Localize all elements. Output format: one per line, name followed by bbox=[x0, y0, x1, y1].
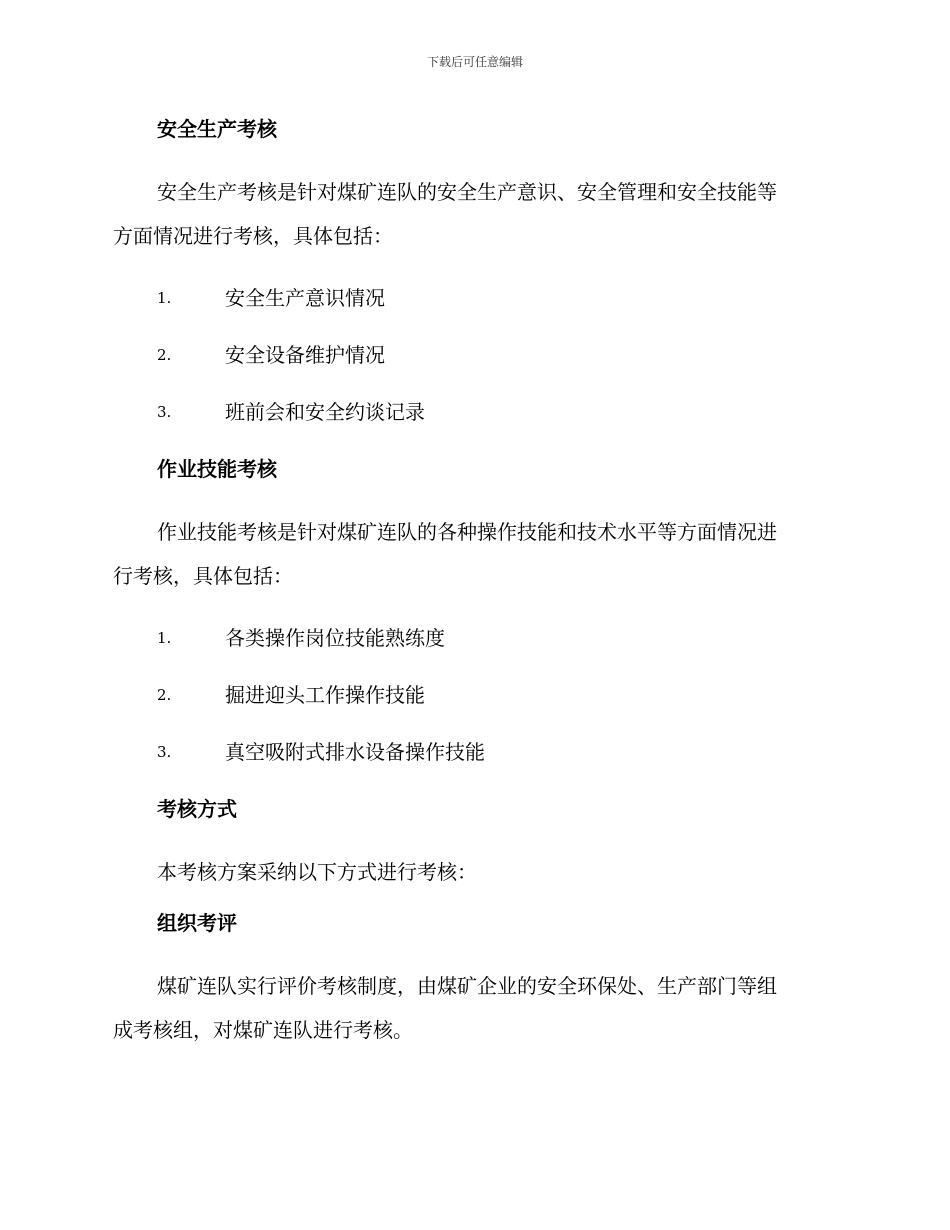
list-item bbox=[113, 678, 835, 712]
list-item bbox=[113, 281, 835, 315]
paragraph-line: 方面情况进行考核，具体包括： bbox=[113, 224, 393, 248]
paragraph-line: 成考核组，对煤矿连队进行考核。 bbox=[113, 1018, 413, 1042]
paragraph-line: 作业技能考核是针对煤矿连队的各种操作技能和技术水平等方面情况进 bbox=[157, 520, 777, 544]
section-heading-safety: 安全生产考核 bbox=[157, 117, 277, 141]
section-intro-skills bbox=[113, 510, 835, 598]
paragraph-line: 行考核，具体包括： bbox=[113, 564, 293, 588]
section-intro-safety bbox=[113, 170, 835, 258]
list-text: 班前会和安全约谈记录 bbox=[225, 400, 425, 424]
list-text: 安全设备维护情况 bbox=[225, 343, 385, 367]
list-number: 2. bbox=[157, 686, 172, 704]
list-number: 1. bbox=[157, 289, 172, 307]
list-number: 3. bbox=[157, 743, 172, 761]
list-item bbox=[113, 338, 835, 372]
list-text: 各类操作岗位技能熟练度 bbox=[225, 626, 445, 650]
section-heading-method: 考核方式 bbox=[157, 797, 237, 821]
list-text: 安全生产意识情况 bbox=[225, 286, 385, 310]
list-item bbox=[113, 621, 835, 655]
paragraph-line: 煤矿连队实行评价考核制度，由煤矿企业的安全环保处、生产部门等组 bbox=[157, 974, 777, 998]
list-text: 真空吸附式排水设备操作技能 bbox=[225, 740, 485, 764]
list-number: 1. bbox=[157, 629, 172, 647]
list-item bbox=[113, 735, 835, 769]
document-body bbox=[113, 112, 835, 1052]
page-header: 下载后可任意编辑 bbox=[426, 55, 523, 69]
section-intro-method: 本考核方案采纳以下方式进行考核： bbox=[157, 860, 477, 884]
section-heading-org: 组织考评 bbox=[157, 911, 237, 935]
list-number: 2. bbox=[157, 346, 172, 364]
list-item bbox=[113, 395, 835, 429]
list-number: 3. bbox=[157, 403, 172, 421]
paragraph-line: 安全生产考核是针对煤矿连队的安全生产意识、安全管理和安全技能等 bbox=[157, 180, 777, 204]
section-heading-skills: 作业技能考核 bbox=[157, 457, 277, 481]
section-intro-org bbox=[113, 964, 835, 1052]
list-text: 掘进迎头工作操作技能 bbox=[225, 683, 425, 707]
